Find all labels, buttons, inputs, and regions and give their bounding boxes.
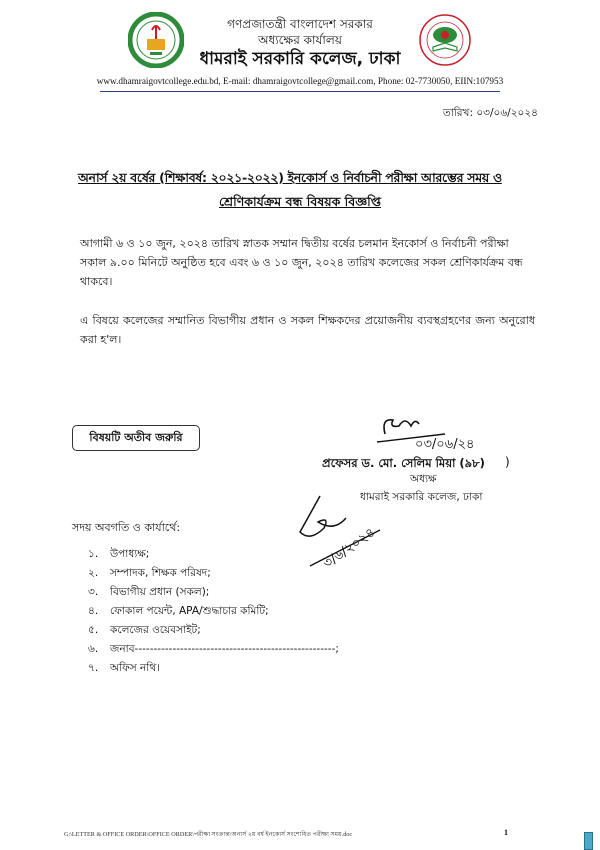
- signatory-name: প্রফেসর ড. মো. সেলিম মিয়া (৯৮): [322, 456, 485, 470]
- cc-item: ৫. কলেজের ওয়েবসাইট;: [88, 624, 201, 636]
- file-path-footer: G:\LETTER & OFFICE ORDER\OFFICE ORDER\পরীক্ষা সংক্রান্ত\অনার্স ২য় বর্ষ ইনকোর্স সংশোধিত পরীক্ষা সময়.doc: [64, 831, 353, 838]
- contact-line: www.dhamraigovtcollege.edu.bd, E-mail: dhamraigovtcollege@gmail.com, Phone: 02-7730050, EIIN:107953: [96, 76, 504, 86]
- cc-item: ২. সম্পাদক, শিক্ষক পরিষদ;: [88, 567, 211, 579]
- notice-title-line2: শ্রেণিকার্যক্রম বন্ধ বিষয়ক বিজ্ঞপ্তি: [218, 194, 382, 209]
- urgent-label: বিষয়টি অতীব জরুরি: [89, 430, 183, 444]
- cc-item: ৪. ফোকাল পয়েন্ট, APA/শুদ্ধাচার কমিটি;: [88, 605, 269, 617]
- signatory-paren: ): [505, 455, 510, 469]
- second-signature: [290, 492, 400, 574]
- body-paragraph-2: এ বিষয়ে কলেজের সম্মানিত বিভাগীয় প্রধান ও সকল শিক্ষকদের প্রয়োজনীয় ব্যবস্থগ্রহণের জন্য অনুরোধ করা হ'ল।: [80, 314, 535, 346]
- notice-date: তারিখ: ০৩/০৬/২০২৪: [442, 107, 538, 119]
- cc-heading: সদয় অবগতি ও কার্যার্থে:: [72, 521, 181, 534]
- signatory-college: ধামরাই সরকারি কলেজ, ঢাকা: [360, 491, 483, 503]
- notice-title-line1: অনার্স ২য় বর্ষের (শিক্ষাবর্ষ: ২০২১-২০২২) ইনকোর্স ও নির্বাচনী পরীক্ষা আরম্ভের সময় ও: [78, 170, 502, 185]
- cc-item: ৭. অফিস নথি।: [88, 662, 160, 674]
- second-signature-date: ৩/৬/২০২৪: [320, 525, 379, 572]
- college-name: ধামরাই সরকারি কলেজ, ঢাকা: [199, 49, 401, 69]
- signature-date: ০৩/০৬/২৪: [415, 437, 475, 452]
- principal-signature: [375, 412, 495, 452]
- body-paragraph-1: আগামী ৬ ও ১০ জুন, ২০২৪ তারিখ স্নাতক সম্মান দ্বিতীয় বর্ষের চলমান ইনকোর্স ও নির্বাচনী পরীক্ষা সকাল ৯.০০ মিনিটে অনুষ্ঠিত হবে এবং ৬ ও ১০ জুন, ২০২৪ তারিখ কলেজের সকল শ্রেণিকার্যক্রম বন্ধ থাকবে।: [80, 237, 523, 288]
- office-heading: অধ্যক্ষের কার্যালয়: [258, 33, 342, 47]
- cc-item: ৩. বিভাগীয় প্রধান (সকল);: [88, 586, 210, 598]
- cc-item: ১. উপাধ্যক্ষ;: [88, 548, 150, 560]
- cc-item: ৬. জনাব-----------------------------------------------------;: [88, 643, 339, 655]
- scrollbar-handle[interactable]: [584, 832, 593, 850]
- urgent-box: [72, 425, 200, 451]
- page-number: 1: [504, 828, 508, 837]
- header-divider: [100, 91, 500, 92]
- govt-heading: গণপ্রজাতন্ত্রী বাংলাদেশ সরকার: [227, 17, 373, 31]
- signatory-title: অধ্যক্ষ: [410, 473, 437, 485]
